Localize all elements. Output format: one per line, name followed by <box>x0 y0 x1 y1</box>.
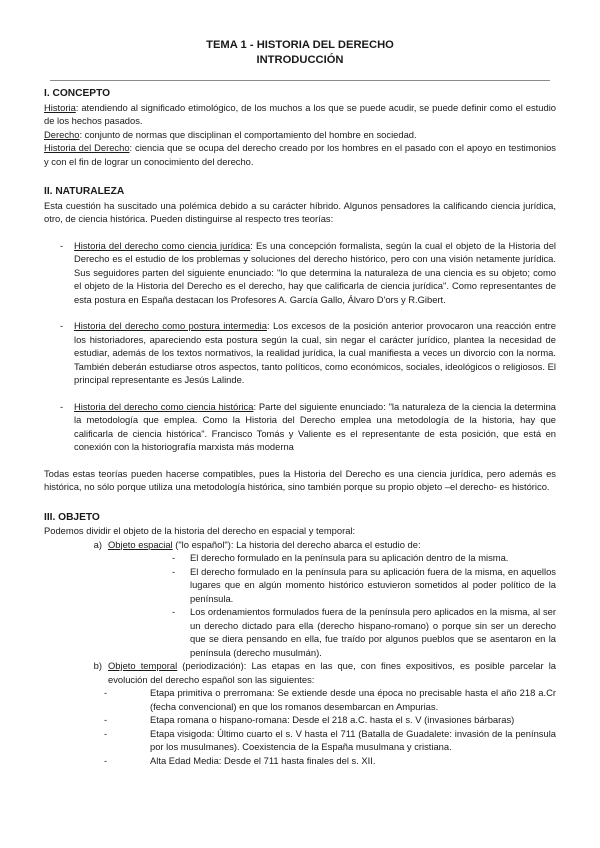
dash-marker: - <box>60 239 64 251</box>
dash-marker: - <box>60 320 64 331</box>
objeto-text: ("lo español"): La historia del derecho abarca el estudio de: <box>172 538 421 550</box>
alpha-marker: a) <box>93 538 102 550</box>
list-item <box>104 754 556 768</box>
theory-text: : Los excesos de la posición anterior provocaron una reacción entre los historiadores, apareciendo esta postura según la cual, sin negar el carácter jurídico, plantea la necesidad de estudiar, además de los textos normativos, la realidad jurídica, la cual manifiesta a veces un divorcio con la norma. También deberán estudiarse otros aspectos, tanto políticos, como económicos, sociales, ideológicos o religiosos. El principal representante es Jesús Lalinde. <box>74 320 556 385</box>
definition-text: : atendiendo al significado etimológico, de los muchos a los que se puede acudir, se puede definir como el estudio de los hechos pasados. <box>44 101 556 126</box>
alpha-marker: b) <box>93 660 102 671</box>
objeto-intro: Podemos dividir el objeto de la historia del derecho en espacial y temporal: <box>44 525 356 536</box>
spatial-item-text: El derecho formulado en la península para su aplicación fuera de la misma, en aquellos lugares que en algún momento histórico estuvieron sometidos al poder político de la península. <box>190 565 556 604</box>
definition-term: Derecho <box>44 128 80 140</box>
theory-list <box>60 239 556 454</box>
list-item <box>172 551 556 565</box>
period-text: Alta Edad Media: Desde el 711 hasta finales del s. XII. <box>150 754 376 766</box>
definition-term: Historia del Derecho <box>44 142 130 153</box>
dash-marker: - <box>172 565 176 577</box>
spatial-item-text: Los ordenamientos formulados fuera de la península pero aplicados en la misma, al ser un derecho dictado para ella (derecho hispano-romano) o porque sin ser un derecho que se diera pensando en ella, fue traído por algunos pueblos que se asentaron en la península (derecho musulmán). <box>190 606 556 658</box>
theory-term: Historia del derecho como postura intermedia <box>74 320 267 331</box>
section-heading: I. CONCEPTO <box>44 88 111 99</box>
theory-term: Historia del derecho como ciencia histórica <box>74 400 254 412</box>
section-naturaleza <box>44 185 556 494</box>
list-item <box>60 319 556 387</box>
list-item <box>104 686 556 713</box>
list-item <box>172 605 556 659</box>
dash-marker: - <box>104 687 108 698</box>
dash-marker: - <box>60 400 64 412</box>
period-text: Etapa visigoda: Último cuarto el s. V hasta el 711 (Batalla de Guadalete: invasión de la península por los musulmanes). Coexistencia de la España musulmana y cristiana. <box>150 727 556 752</box>
dash-marker: - <box>172 552 176 563</box>
definition-historia-del-derecho <box>44 141 556 168</box>
naturaleza-intro: Esta cuestión ha suscitado una polémica debido a su carácter híbrido. Algunos pensadores la calificando ciencia jurídica, otro, de ciencia histórica. Pueden distinguirse al respecto tres teorías: <box>44 199 556 224</box>
list-item-objeto-temporal <box>90 659 556 686</box>
section-heading: II. NATURALEZA <box>44 186 125 197</box>
list-item <box>60 400 556 454</box>
section-heading: III. OBJETO <box>44 511 100 523</box>
naturaleza-conclusion: Todas estas teorías pueden hacerse compatibles, pues la Historia del Derecho es una ciencia jurídica, pero además es histórica, no sólo porque utiliza una metodología histórica, sino también porque su propio objeto –el derecho- es histórico. <box>44 467 556 492</box>
theory-text: : Es una concepción formalista, según la cual el objeto de la Historia del Derecho es el estudio de los problemas y soluciones del derecho histórico, pero con una visión netamente jurídica. Sus seguidores parten del siguiente enunciado: "lo que determina la naturaleza de una ciencia es su objeto; como el objeto de la Historia del Derecho es el derecho, hay que calificarla de ciencia jurídica". Como representantes de esta postura en España destacan los Profesores A. García Gallo, Álvaro D'ors y R.Gibert. <box>74 239 556 305</box>
horizontal-divider <box>50 80 550 81</box>
dash-marker: - <box>104 714 108 725</box>
objeto-term: Objeto temporal <box>108 660 178 671</box>
theory-text: : Parte del siguiente enunciado: "la naturaleza de la ciencia la determina la metodología que emplea. Como la Historia del Derecho emplea una metodología de la historia, hay que calificarla de ciencia histórica". Francisco Tomás y Valiente es el representante de esta posición, que está en conexión con la historiografía marxista más moderna <box>74 400 556 452</box>
list-item-objeto-espacial <box>90 538 556 552</box>
definition-derecho <box>44 128 556 142</box>
dash-marker: - <box>172 606 176 617</box>
title-line-2: INTRODUCCIÓN <box>256 54 344 66</box>
definition-text: : conjunto de normas que disciplinan el comportamiento del hombre en sociedad. <box>79 128 417 140</box>
list-item <box>172 565 556 606</box>
list-item <box>60 239 556 307</box>
dash-marker: - <box>104 754 108 766</box>
section-concepto <box>44 87 556 168</box>
theory-term: Historia del derecho como ciencia jurídica <box>74 239 251 251</box>
objeto-text: (periodización): Las etapas en las que, con fines expositivos, es posible parcelar la evolución del derecho español son las siguientes: <box>108 660 556 685</box>
spatial-item-text: El derecho formulado en la península para su aplicación dentro de la misma. <box>190 552 509 563</box>
list-item <box>104 713 556 727</box>
definition-text: : ciencia que se ocupa del derecho creado por los hombres en el pasado con el apoyo en testimonios y con el fin de lograr un conocimiento del derecho. <box>44 142 556 167</box>
definition-term: Historia <box>44 101 76 113</box>
title-line-1: TEMA 1 - HISTORIA DEL DERECHO <box>206 39 394 51</box>
document-title <box>44 38 556 68</box>
period-text: Etapa romana o hispano-romana: Desde el 218 a.C. hasta el s. V (invasiones bárbaras) <box>150 714 515 725</box>
list-item <box>104 727 556 754</box>
period-text: Etapa primitiva o prerromana: Se extiende desde una época no precisable hasta el año 218 a.Cr (fecha convencional) en que los romanos desembarcan en Ampurias. <box>150 687 556 712</box>
definition-historia <box>44 101 556 128</box>
section-objeto <box>44 511 556 768</box>
objeto-term: Objeto espacial <box>108 538 173 550</box>
dash-marker: - <box>104 727 108 739</box>
